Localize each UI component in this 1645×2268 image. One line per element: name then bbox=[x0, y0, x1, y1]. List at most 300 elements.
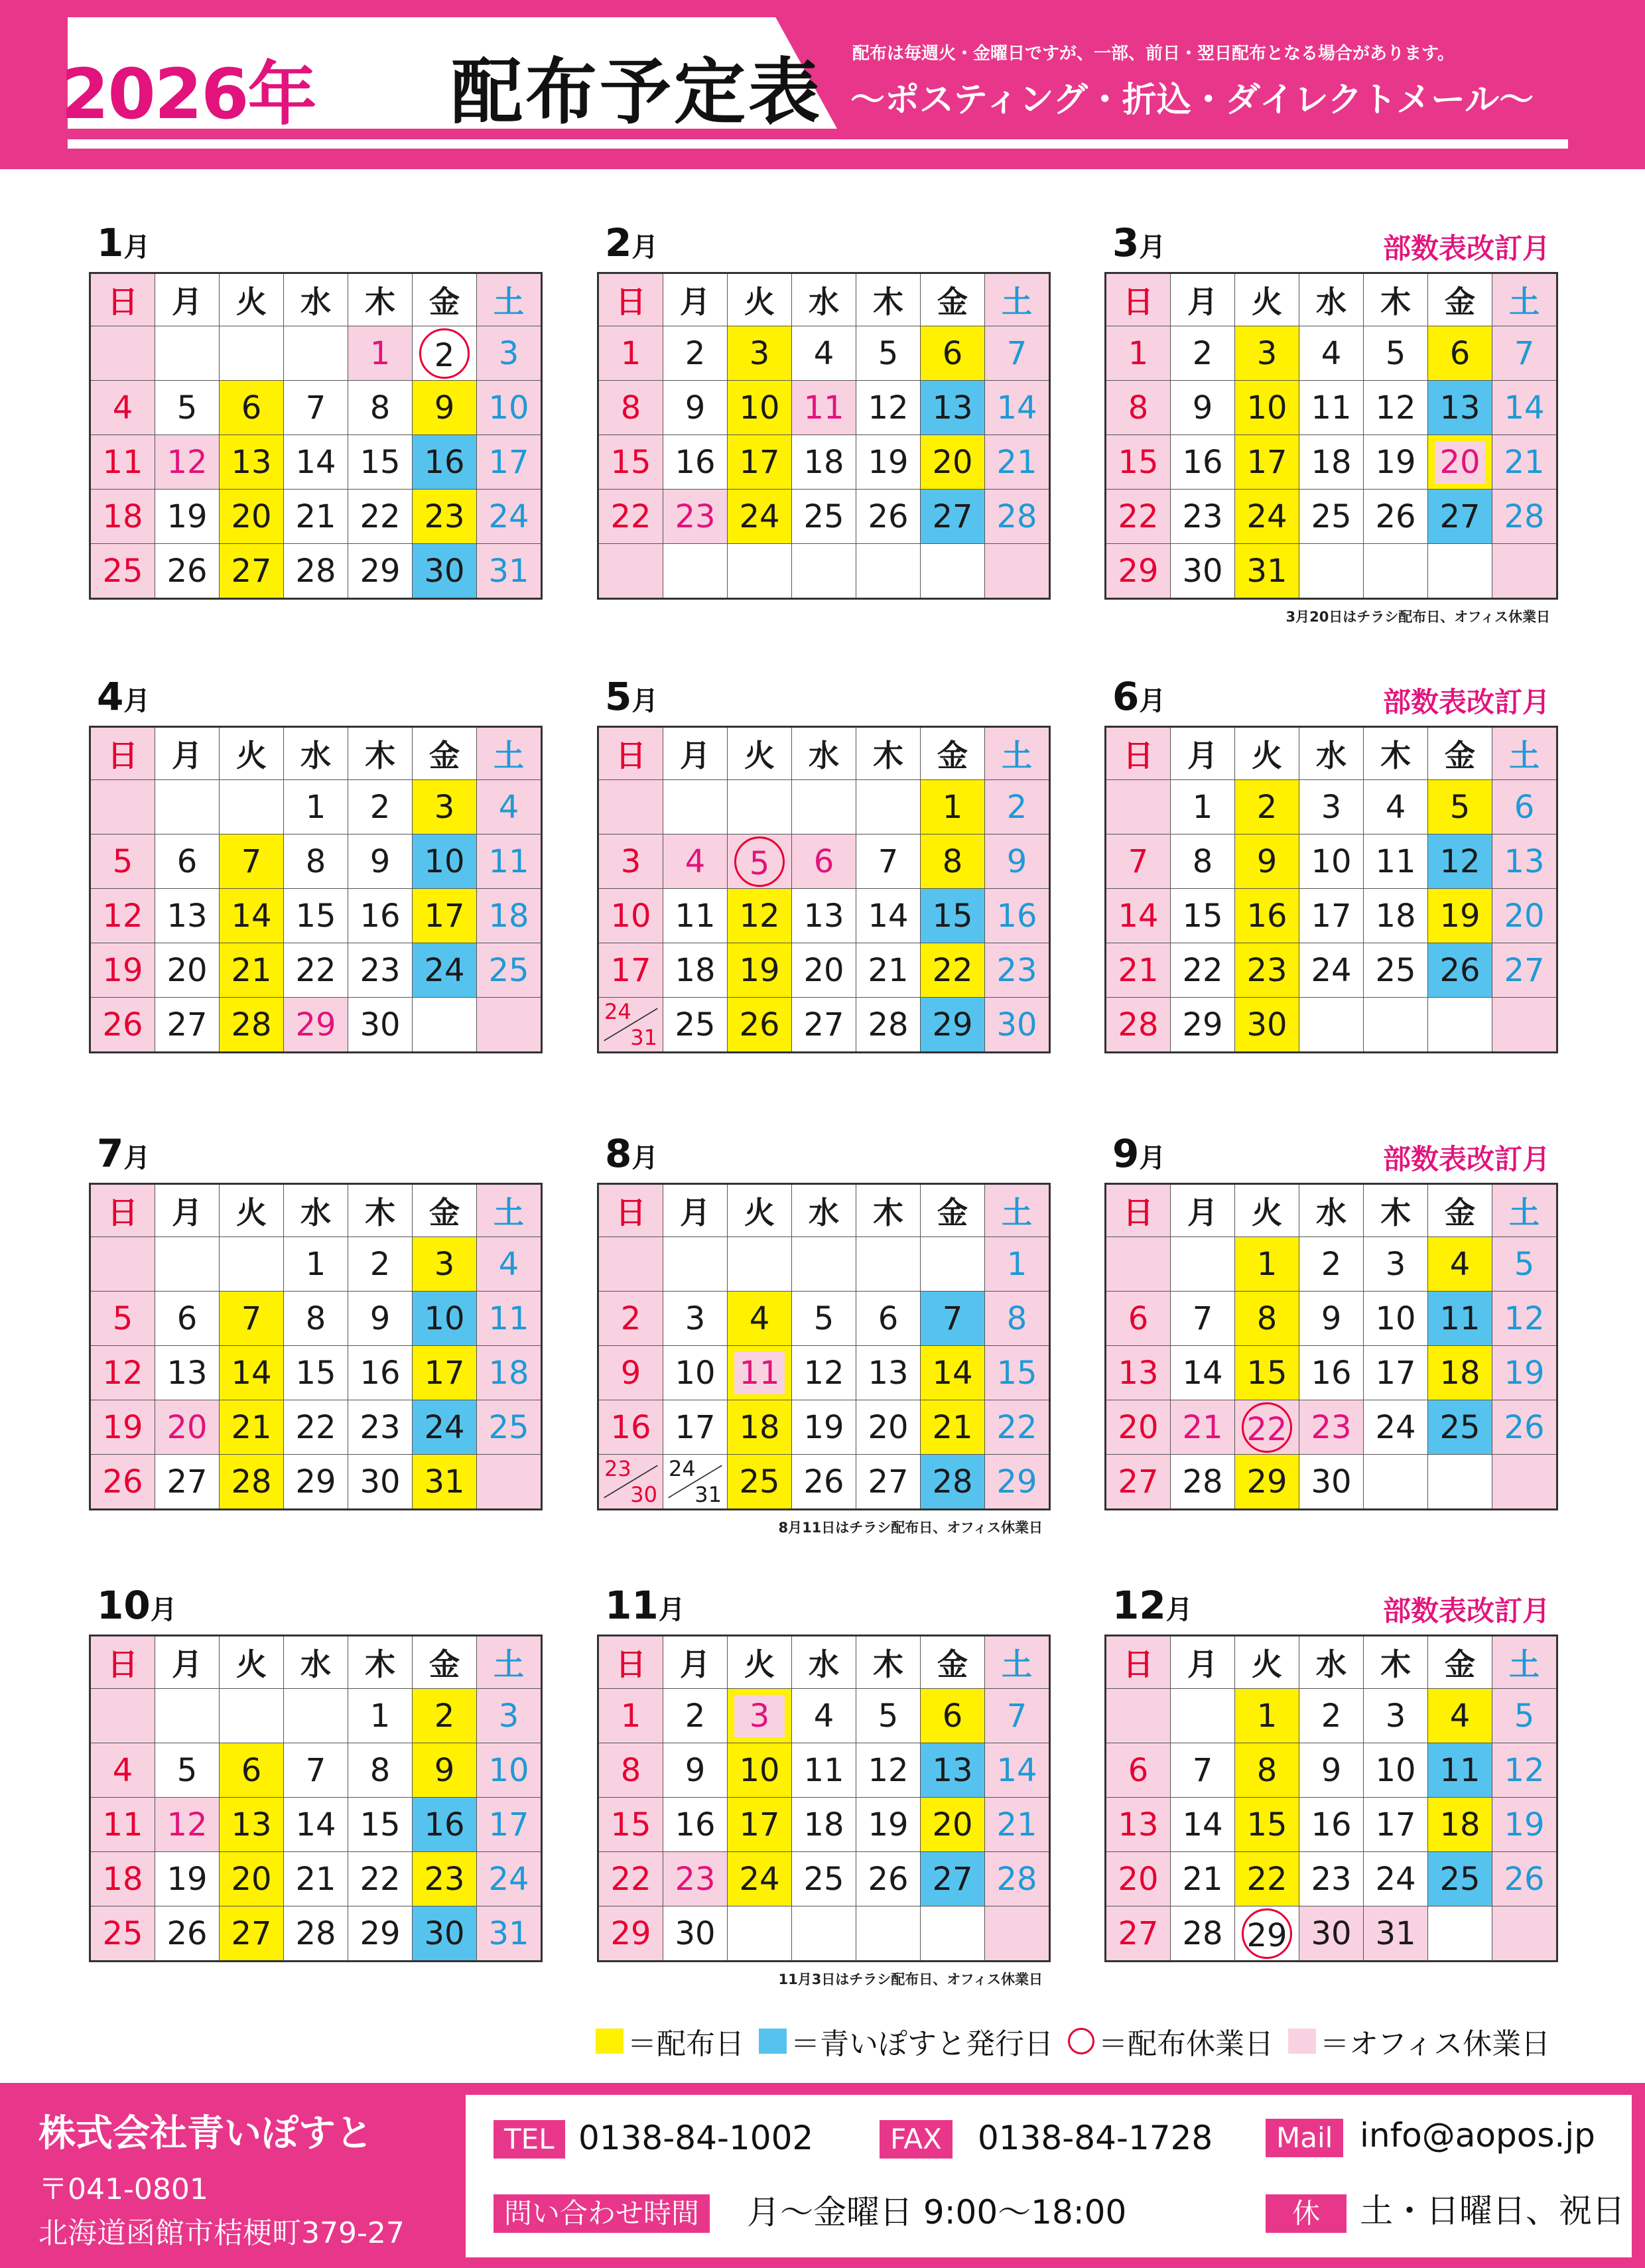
day-cell: 17 bbox=[663, 1400, 728, 1455]
month-suffix: 月 bbox=[1139, 1143, 1166, 1173]
day-cell bbox=[1492, 544, 1557, 599]
split-day-first: 24 bbox=[604, 999, 631, 1024]
day-cell: 4 bbox=[90, 381, 155, 435]
month-suffix: 月 bbox=[631, 686, 659, 716]
day-cell: 1 bbox=[1235, 1237, 1299, 1292]
day-cell: 3 bbox=[598, 834, 663, 889]
weekday-header: 水 bbox=[792, 1636, 856, 1689]
day-cell bbox=[90, 1237, 155, 1292]
day-cell: 25 bbox=[477, 943, 542, 998]
day-cell: 23 bbox=[1171, 490, 1235, 544]
weekday-header: 土 bbox=[1492, 273, 1557, 326]
day-cell: 25 bbox=[792, 1852, 856, 1906]
day-cell: 22 bbox=[1235, 1852, 1299, 1906]
day-cell: 14 bbox=[985, 381, 1050, 435]
month-title bbox=[1112, 1131, 1165, 1176]
week-row bbox=[1106, 490, 1557, 544]
weekday-header: 水 bbox=[284, 727, 348, 780]
day-cell: 23 bbox=[413, 490, 477, 544]
day-cell: 5 bbox=[90, 1292, 155, 1346]
month-number: 3 bbox=[1112, 220, 1140, 265]
weekday-header: 土 bbox=[477, 1184, 542, 1237]
day-cell: 14 bbox=[1171, 1798, 1235, 1852]
week-row bbox=[598, 1798, 1050, 1852]
address: 北海道函館市桔梗町379-27 bbox=[38, 2216, 405, 2250]
day-cell: 12 bbox=[155, 1798, 220, 1852]
weekday-header: 土 bbox=[477, 1636, 542, 1689]
day-cell: 8 bbox=[921, 834, 985, 889]
month-number: 1 bbox=[97, 220, 124, 265]
weekday-header: 火 bbox=[1235, 1636, 1299, 1689]
day-cell: 9 bbox=[413, 381, 477, 435]
weekday-header: 日 bbox=[598, 1636, 663, 1689]
day-cell: 4 bbox=[728, 1292, 792, 1346]
day-cell: 22 bbox=[348, 490, 413, 544]
day-cell bbox=[1171, 1689, 1235, 1743]
week-row bbox=[1106, 780, 1557, 834]
weekday-header: 火 bbox=[220, 273, 284, 326]
weekday-header: 火 bbox=[728, 1636, 792, 1689]
day-cell: 12 bbox=[155, 435, 220, 490]
month-title bbox=[605, 1131, 658, 1176]
day-cell: 5 bbox=[1492, 1237, 1557, 1292]
day-cell: 12 bbox=[1428, 834, 1492, 889]
day-cell: 27 bbox=[921, 490, 985, 544]
day-cell: 30 bbox=[1299, 1455, 1364, 1510]
weekday-header-row bbox=[90, 1636, 542, 1689]
day-cell: 15 bbox=[348, 435, 413, 490]
day-cell: 7 bbox=[921, 1292, 985, 1346]
day-cell: 3 bbox=[413, 1237, 477, 1292]
weekday-header: 金 bbox=[921, 1184, 985, 1237]
day-cell: 9 bbox=[348, 834, 413, 889]
month-title bbox=[1112, 220, 1165, 265]
day-cell: 21 bbox=[985, 1798, 1050, 1852]
day-cell: 19 bbox=[1492, 1798, 1557, 1852]
day-cell bbox=[663, 780, 728, 834]
day-cell: 9 bbox=[348, 1292, 413, 1346]
day-cell: 6 bbox=[155, 1292, 220, 1346]
day-cell bbox=[1299, 998, 1364, 1053]
weekday-header: 金 bbox=[1428, 727, 1492, 780]
tel-label: TEL bbox=[494, 2120, 565, 2159]
day-cell: 28 bbox=[856, 998, 921, 1053]
holiday-label: 休 bbox=[1266, 2194, 1347, 2233]
day-cell: 1 bbox=[1171, 780, 1235, 834]
day-cell bbox=[220, 326, 284, 381]
day-cell: 17 bbox=[413, 1346, 477, 1400]
day-cell: 7 bbox=[856, 834, 921, 889]
month-calendar bbox=[1104, 674, 1550, 1053]
day-cell: 15 bbox=[1171, 889, 1235, 943]
day-cell: 10 bbox=[413, 1292, 477, 1346]
weekday-header-row bbox=[1106, 727, 1557, 780]
day-cell: 31 bbox=[1364, 1906, 1428, 1962]
week-row bbox=[1106, 889, 1557, 943]
revision-month-label: 部数表改訂月 bbox=[1382, 1143, 1550, 1175]
day-cell: 22 bbox=[284, 943, 348, 998]
day-cell bbox=[1492, 1455, 1557, 1510]
day-cell bbox=[598, 1237, 663, 1292]
day-cell: 14 bbox=[284, 1798, 348, 1852]
weekday-header: 木 bbox=[856, 273, 921, 326]
day-cell bbox=[1428, 998, 1492, 1053]
week-row bbox=[598, 1906, 1050, 1962]
day-cell: 17 bbox=[477, 435, 542, 490]
month-number: 6 bbox=[1112, 674, 1140, 719]
day-cell: 7 bbox=[1171, 1743, 1235, 1798]
day-cell: 3 bbox=[1364, 1237, 1428, 1292]
day-cell: 8 bbox=[598, 381, 663, 435]
day-cell: 4 bbox=[792, 326, 856, 381]
day-cell: 1 bbox=[985, 1237, 1050, 1292]
day-cell: 6 bbox=[220, 381, 284, 435]
day-cell: 27 bbox=[856, 1455, 921, 1510]
day-cell: 5 bbox=[1492, 1689, 1557, 1743]
calendar-grid bbox=[1104, 1183, 1558, 1510]
day-cell bbox=[598, 998, 663, 1053]
day-cell: 14 bbox=[1171, 1346, 1235, 1400]
day-cell: 16 bbox=[663, 435, 728, 490]
month-note: 11月3日はチラシ配布日、オフィス休業日 bbox=[778, 1971, 1043, 1987]
week-row bbox=[1106, 326, 1557, 381]
day-cell: 2 bbox=[413, 1689, 477, 1743]
day-cell: 5 bbox=[155, 1743, 220, 1798]
day-cell: 30 bbox=[663, 1906, 728, 1962]
weekday-header: 日 bbox=[1106, 273, 1171, 326]
weekday-header: 土 bbox=[985, 727, 1050, 780]
weekday-header: 金 bbox=[921, 727, 985, 780]
day-cell: 12 bbox=[728, 889, 792, 943]
weekday-header: 木 bbox=[856, 1184, 921, 1237]
month-number: 9 bbox=[1112, 1131, 1140, 1176]
day-cell: 1 bbox=[348, 326, 413, 381]
tel-value[interactable]: 0138-84-1002 bbox=[578, 2119, 814, 2157]
day-cell: 10 bbox=[1235, 381, 1299, 435]
week-row bbox=[1106, 381, 1557, 435]
day-cell: 27 bbox=[155, 1455, 220, 1510]
day-cell: 16 bbox=[413, 1798, 477, 1852]
weekday-header: 土 bbox=[1492, 1636, 1557, 1689]
day-cell bbox=[477, 998, 542, 1053]
day-cell: 12 bbox=[1364, 381, 1428, 435]
weekday-header-row bbox=[1106, 1184, 1557, 1237]
day-cell: 26 bbox=[1492, 1400, 1557, 1455]
month-calendar bbox=[1104, 1131, 1550, 1510]
split-day-first: 24 bbox=[669, 1456, 696, 1481]
day-cell: 15 bbox=[598, 1798, 663, 1852]
day-cell: 16 bbox=[1171, 435, 1235, 490]
day-cell: 28 bbox=[985, 1852, 1050, 1906]
day-cell: 28 bbox=[1171, 1455, 1235, 1510]
weekday-header: 水 bbox=[792, 727, 856, 780]
month-suffix: 月 bbox=[631, 232, 659, 263]
week-row bbox=[598, 490, 1050, 544]
day-cell: 18 bbox=[1364, 889, 1428, 943]
yellow-swatch-icon bbox=[596, 2029, 624, 2054]
day-cell bbox=[921, 544, 985, 599]
weekday-header: 日 bbox=[90, 1184, 155, 1237]
week-row bbox=[90, 1906, 542, 1962]
month-suffix: 月 bbox=[123, 232, 151, 263]
day-cell: 1 bbox=[1106, 326, 1171, 381]
day-cell: 2 bbox=[1171, 326, 1235, 381]
day-cell: 23 bbox=[348, 943, 413, 998]
day-cell: 11 bbox=[792, 1743, 856, 1798]
day-cell: 22 bbox=[985, 1400, 1050, 1455]
day-cell: 18 bbox=[728, 1400, 792, 1455]
day-cell: 28 bbox=[284, 1906, 348, 1962]
day-cell: 16 bbox=[598, 1400, 663, 1455]
day-cell: 4 bbox=[477, 1237, 542, 1292]
calendar-grid bbox=[89, 1183, 543, 1510]
day-cell: 6 bbox=[1428, 326, 1492, 381]
day-cell: 24 bbox=[1299, 943, 1364, 998]
day-cell: 8 bbox=[1235, 1292, 1299, 1346]
day-cell bbox=[1492, 1906, 1557, 1962]
day-cell bbox=[856, 780, 921, 834]
revision-month-label: 部数表改訂月 bbox=[1382, 232, 1550, 265]
day-cell: 25 bbox=[1299, 490, 1364, 544]
day-cell: 10 bbox=[728, 381, 792, 435]
week-row bbox=[598, 1455, 1050, 1510]
day-cell: 12 bbox=[90, 889, 155, 943]
weekday-header: 木 bbox=[348, 273, 413, 326]
day-cell: 27 bbox=[792, 998, 856, 1053]
day-cell: 5 bbox=[1364, 326, 1428, 381]
weekday-header: 水 bbox=[1299, 1184, 1364, 1237]
day-cell: 7 bbox=[284, 381, 348, 435]
weekday-header: 金 bbox=[413, 273, 477, 326]
day-cell: 16 bbox=[413, 435, 477, 490]
hours-label: 問い合わせ時間 bbox=[494, 2194, 710, 2233]
day-cell: 8 bbox=[348, 381, 413, 435]
day-cell: 31 bbox=[477, 1906, 542, 1962]
hours-value: 月〜金曜日 9:00〜18:00 bbox=[747, 2193, 1127, 2232]
month-number: 12 bbox=[1112, 1583, 1166, 1628]
day-cell: 26 bbox=[856, 1852, 921, 1906]
weekday-header: 木 bbox=[348, 1636, 413, 1689]
month-title bbox=[605, 1583, 685, 1628]
weekday-header: 金 bbox=[1428, 1184, 1492, 1237]
day-cell: 2 bbox=[1235, 780, 1299, 834]
day-cell: 6 bbox=[1106, 1743, 1171, 1798]
day-cell: 4 bbox=[663, 834, 728, 889]
fax-label: FAX bbox=[880, 2120, 953, 2159]
day-cell: 25 bbox=[792, 490, 856, 544]
day-cell: 11 bbox=[663, 889, 728, 943]
day-cell: 27 bbox=[1428, 490, 1492, 544]
split-day-second: 31 bbox=[630, 1025, 657, 1050]
day-cell bbox=[728, 1689, 792, 1743]
week-row bbox=[598, 1400, 1050, 1455]
month-number: 11 bbox=[605, 1583, 659, 1628]
day-cell: 25 bbox=[1364, 943, 1428, 998]
office-closed-day: 20 bbox=[1435, 441, 1485, 484]
blue-swatch-icon bbox=[759, 2029, 787, 2054]
day-cell: 4 bbox=[1428, 1689, 1492, 1743]
day-cell bbox=[1428, 1455, 1492, 1510]
day-cell: 21 bbox=[284, 490, 348, 544]
day-cell: 30 bbox=[985, 998, 1050, 1053]
day-cell: 10 bbox=[1299, 834, 1364, 889]
day-cell bbox=[985, 1906, 1050, 1962]
day-cell: 9 bbox=[598, 1346, 663, 1400]
weekday-header: 日 bbox=[90, 1636, 155, 1689]
day-cell bbox=[1364, 998, 1428, 1053]
weekday-header: 月 bbox=[1171, 1636, 1235, 1689]
weekday-header: 月 bbox=[155, 273, 220, 326]
month-suffix: 月 bbox=[123, 686, 151, 716]
day-cell: 20 bbox=[1106, 1400, 1171, 1455]
week-row bbox=[1106, 1743, 1557, 1798]
day-cell bbox=[792, 544, 856, 599]
day-cell: 10 bbox=[663, 1346, 728, 1400]
day-cell: 10 bbox=[1364, 1743, 1428, 1798]
day-cell: 15 bbox=[284, 1346, 348, 1400]
day-cell: 13 bbox=[1428, 381, 1492, 435]
weekday-header: 土 bbox=[1492, 1184, 1557, 1237]
day-cell: 15 bbox=[1235, 1798, 1299, 1852]
red-circle-icon bbox=[1068, 2028, 1094, 2054]
weekday-header: 月 bbox=[663, 273, 728, 326]
day-cell bbox=[284, 1689, 348, 1743]
day-cell bbox=[1428, 1906, 1492, 1962]
day-cell: 4 bbox=[1299, 326, 1364, 381]
split-day bbox=[599, 1455, 663, 1508]
day-cell bbox=[728, 1237, 792, 1292]
day-cell: 23 bbox=[663, 1852, 728, 1906]
week-row bbox=[1106, 1292, 1557, 1346]
day-cell: 18 bbox=[1428, 1346, 1492, 1400]
legend-office-closed bbox=[1288, 2020, 1550, 2062]
day-cell bbox=[90, 1689, 155, 1743]
day-cell: 26 bbox=[155, 1906, 220, 1962]
day-cell: 4 bbox=[1364, 780, 1428, 834]
day-cell: 30 bbox=[1299, 1906, 1364, 1962]
weekday-header: 金 bbox=[1428, 273, 1492, 326]
header-note: 配布は毎週火・金曜日ですが、一部、前日・翌日配布となる場合があります。 bbox=[852, 44, 1455, 64]
day-cell: 13 bbox=[155, 889, 220, 943]
day-cell: 2 bbox=[663, 1689, 728, 1743]
day-cell: 6 bbox=[1492, 780, 1557, 834]
weekday-header: 土 bbox=[477, 727, 542, 780]
day-cell: 21 bbox=[1171, 1400, 1235, 1455]
day-cell: 31 bbox=[1235, 544, 1299, 599]
day-cell: 9 bbox=[1171, 381, 1235, 435]
day-cell: 10 bbox=[728, 1743, 792, 1798]
day-cell: 14 bbox=[856, 889, 921, 943]
day-cell: 29 bbox=[985, 1455, 1050, 1510]
month-title bbox=[605, 674, 658, 719]
day-cell bbox=[1106, 780, 1171, 834]
day-cell: 24 bbox=[1364, 1400, 1428, 1455]
day-cell: 5 bbox=[90, 834, 155, 889]
day-cell bbox=[598, 780, 663, 834]
month-title bbox=[97, 674, 150, 719]
day-cell: 25 bbox=[90, 544, 155, 599]
day-cell: 22 bbox=[1106, 490, 1171, 544]
day-cell: 26 bbox=[155, 544, 220, 599]
weekday-header: 金 bbox=[1428, 1636, 1492, 1689]
week-row bbox=[598, 326, 1050, 381]
day-cell: 17 bbox=[728, 1798, 792, 1852]
day-cell: 6 bbox=[921, 326, 985, 381]
month-title bbox=[97, 1583, 177, 1628]
day-cell: 26 bbox=[728, 998, 792, 1053]
day-cell: 13 bbox=[1492, 834, 1557, 889]
legend-no-delivery bbox=[1068, 2020, 1274, 2062]
month-number: 2 bbox=[605, 220, 632, 265]
day-cell: 13 bbox=[921, 381, 985, 435]
week-row bbox=[1106, 1798, 1557, 1852]
day-cell: 9 bbox=[1235, 834, 1299, 889]
week-row bbox=[1106, 544, 1557, 599]
day-cell: 13 bbox=[856, 1346, 921, 1400]
month-calendar bbox=[89, 1583, 535, 1962]
month-title bbox=[1112, 1583, 1193, 1628]
month-suffix: 月 bbox=[631, 1143, 659, 1173]
day-cell bbox=[728, 1346, 792, 1400]
weekday-header: 金 bbox=[413, 1636, 477, 1689]
day-cell: 29 bbox=[1171, 998, 1235, 1053]
day-cell: 21 bbox=[1171, 1852, 1235, 1906]
contact-box bbox=[466, 2095, 1632, 2257]
day-cell: 10 bbox=[477, 1743, 542, 1798]
day-cell: 26 bbox=[792, 1455, 856, 1510]
day-cell: 18 bbox=[90, 1852, 155, 1906]
day-cell: 15 bbox=[598, 435, 663, 490]
day-cell: 18 bbox=[90, 490, 155, 544]
day-cell: 14 bbox=[220, 1346, 284, 1400]
weekday-header: 火 bbox=[728, 273, 792, 326]
weekday-header: 水 bbox=[1299, 727, 1364, 780]
day-cell: 3 bbox=[728, 326, 792, 381]
split-day-second: 30 bbox=[630, 1482, 657, 1507]
day-cell: 17 bbox=[1299, 889, 1364, 943]
day-cell: 21 bbox=[856, 943, 921, 998]
calendar-grid bbox=[1104, 1634, 1558, 1962]
day-cell: 27 bbox=[921, 1852, 985, 1906]
day-cell: 11 bbox=[1428, 1743, 1492, 1798]
day-cell: 30 bbox=[413, 544, 477, 599]
day-cell: 6 bbox=[155, 834, 220, 889]
day-cell: 26 bbox=[1364, 490, 1428, 544]
day-cell bbox=[663, 544, 728, 599]
day-cell: 11 bbox=[477, 1292, 542, 1346]
day-cell bbox=[792, 1906, 856, 1962]
day-cell: 9 bbox=[1299, 1743, 1364, 1798]
day-cell: 10 bbox=[477, 381, 542, 435]
weekday-header: 火 bbox=[1235, 727, 1299, 780]
revision-month-label: 部数表改訂月 bbox=[1382, 686, 1550, 718]
day-cell: 1 bbox=[598, 1689, 663, 1743]
day-cell: 17 bbox=[1235, 435, 1299, 490]
day-cell: 16 bbox=[1299, 1346, 1364, 1400]
day-cell: 3 bbox=[477, 1689, 542, 1743]
weekday-header: 金 bbox=[921, 273, 985, 326]
day-cell: 14 bbox=[220, 889, 284, 943]
day-cell: 15 bbox=[985, 1346, 1050, 1400]
no-delivery-circle: 29 bbox=[1242, 1908, 1292, 1959]
mail-value[interactable]: info@aopos.jp bbox=[1360, 2116, 1595, 2155]
week-row bbox=[90, 381, 542, 435]
day-cell: 19 bbox=[728, 943, 792, 998]
day-cell: 22 bbox=[1171, 943, 1235, 998]
day-cell: 22 bbox=[348, 1852, 413, 1906]
week-row bbox=[90, 1237, 542, 1292]
weekday-header-row bbox=[90, 1184, 542, 1237]
